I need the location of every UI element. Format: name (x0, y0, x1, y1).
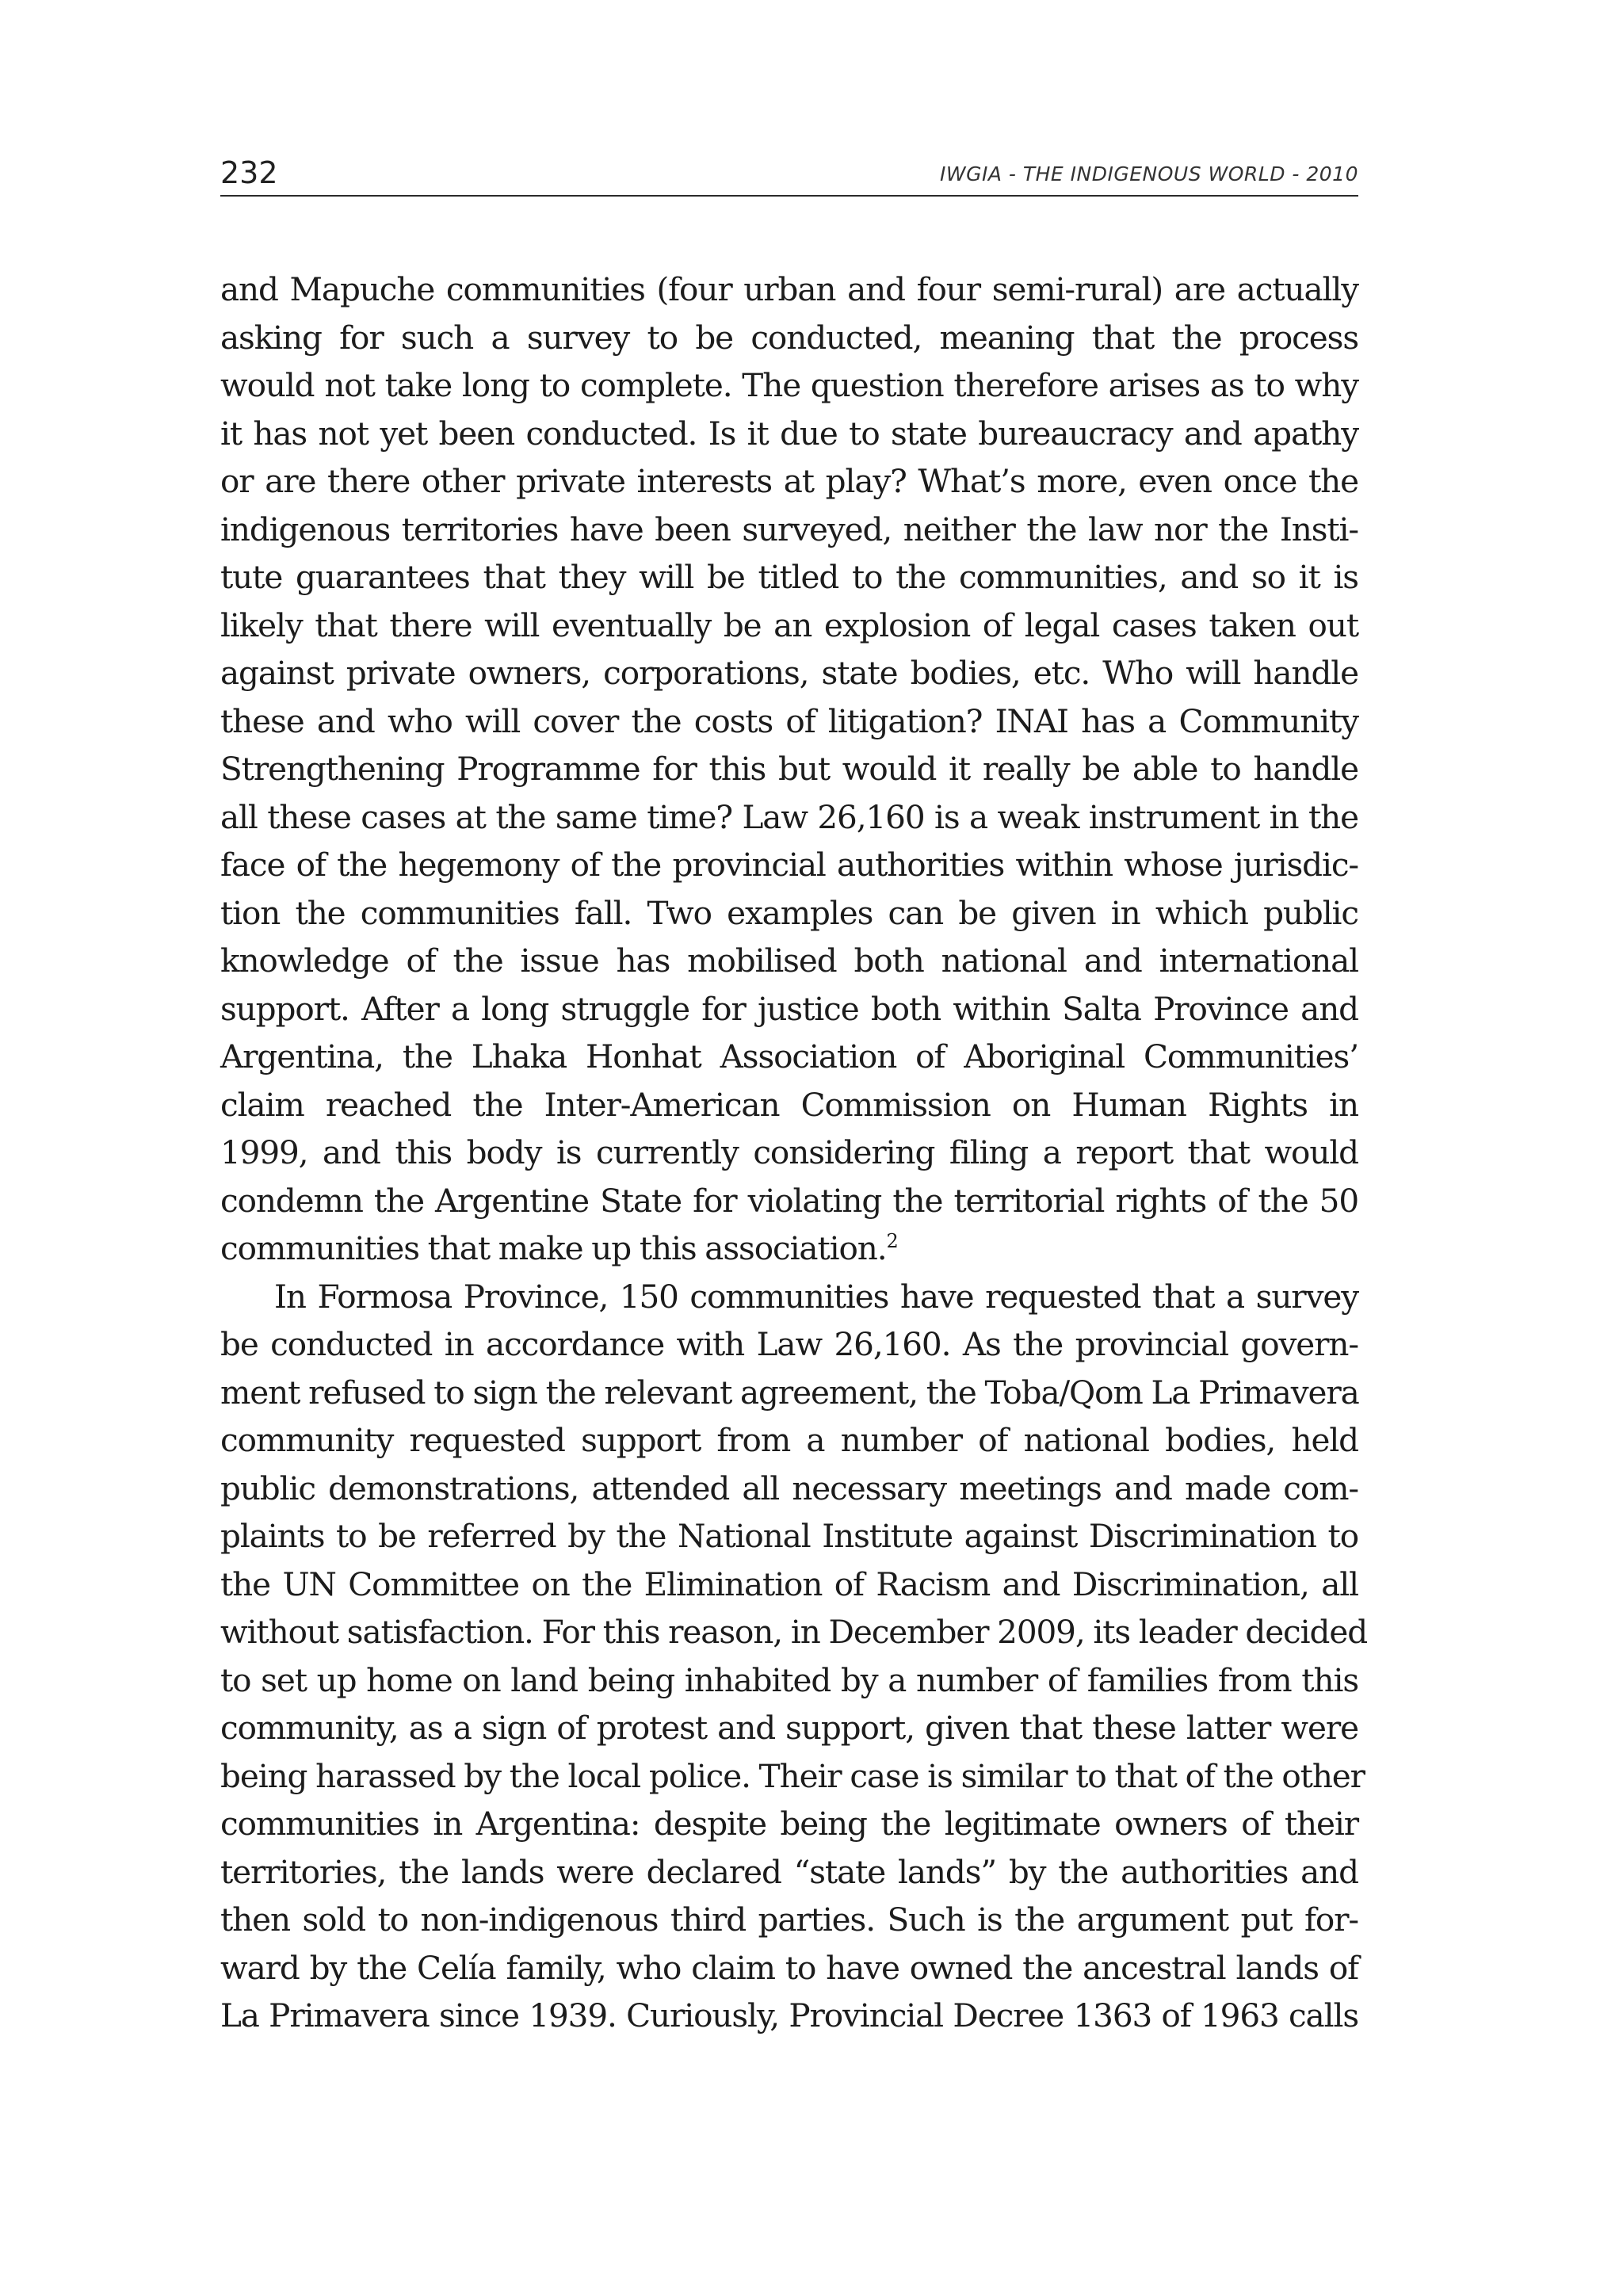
paragraph-1-line: would not take long to complete. The question therefore arises as to why (220, 366, 1358, 404)
paragraph-1-line: tute guarantees that they will be titled to the communities, and so it is (220, 558, 1358, 596)
paragraph-1-line: all these cases at the same time? Law 26,160 is a weak instrument in the (220, 797, 1358, 836)
paragraph-2-line: communities in Argentina: despite being the legitimate owners of their (220, 1805, 1358, 1843)
paragraph-2-line: public demonstrations, attended all necessary meetings and made com- (220, 1469, 1358, 1507)
paragraph-1-line: indigenous territories have been surveyed, neither the law nor the Insti- (220, 510, 1358, 548)
paragraph-1-line: Strengthening Programme for this but would it really be able to handle (220, 750, 1358, 788)
paragraph-1-line: condemn the Argentine State for violating the territorial rights of the 50 (220, 1181, 1358, 1220)
footnote-reference: 2 (886, 1230, 899, 1252)
paragraph-1-line: claim reached the Inter-American Commission on Human Rights in (220, 1085, 1358, 1124)
paragraph-1-line: against private owners, corporations, state bodies, etc. Who will handle (220, 654, 1358, 692)
paragraph-2-line: In Formosa Province, 150 communities have requested that a survey (274, 1277, 1358, 1316)
paragraph-1-line: support. After a long struggle for justice both within Salta Province and (220, 989, 1358, 1028)
paragraph-1-last-line (220, 1224, 1358, 1273)
paragraph-2-line: La Primavera since 1939. Curiously, Provincial Decree 1363 of 1963 calls (220, 1996, 1358, 2034)
paragraph-2-line: then sold to non-indigenous third parties. Such is the argument put for- (220, 1901, 1358, 1939)
paragraph-1-line: face of the hegemony of the provincial authorities within whose jurisdic- (220, 846, 1358, 884)
paragraph-2-line: ment refused to sign the relevant agreement, the Toba/Qom La Primavera (220, 1373, 1359, 1412)
paragraph-1-line: tion the communities fall. Two examples can be given in which public (220, 893, 1358, 932)
paragraph-1-line: or are there other private interests at play? What’s more, even once the (220, 462, 1358, 500)
page-number: 232 (220, 155, 278, 190)
body-text (220, 266, 1368, 2040)
page-header (220, 155, 1358, 197)
paragraph-1-line: asking for such a survey to be conducted, meaning that the process (220, 318, 1358, 357)
paragraph-1-line: it has not yet been conducted. Is it due to state bureaucracy and apathy (220, 414, 1358, 453)
paragraph-2-line: community requested support from a number of national bodies, held (220, 1421, 1358, 1459)
paragraph-2-line: ward by the Celía family, who claim to have owned the ancestral lands of (220, 1948, 1358, 1987)
paragraph-1-last-line-text: communities that make up this association. (220, 1229, 887, 1267)
paragraph-2-line: without satisfaction. For this reason, in December 2009, its leader decided (220, 1613, 1368, 1651)
paragraph-2-line: the UN Committee on the Elimination of Racism and Discrimination, all (220, 1564, 1358, 1603)
paragraph-1-line: 1999, and this body is currently considering filing a report that would (220, 1133, 1358, 1171)
paragraph-2-line: being harassed by the local police. Their case is similar to that of the other (220, 1756, 1365, 1795)
paragraph-2-line: plaints to be referred by the National Institute against Discrimination to (220, 1517, 1358, 1555)
paragraph-2-line: be conducted in accordance with Law 26,160. As the provincial govern- (220, 1325, 1358, 1363)
paragraph-1-line: likely that there will eventually be an explosion of legal cases taken out (220, 606, 1358, 644)
paragraph-2-line: community, as a sign of protest and support, given that these latter were (220, 1709, 1358, 1747)
paragraph-1-line: Argentina, the Lhaka Honhat Association of Aboriginal Communities’ (220, 1037, 1358, 1075)
running-head: IWGIA - THE INDIGENOUS WORLD - 2010 (939, 162, 1358, 185)
paragraph-1-line: these and who will cover the costs of litigation? INAI has a Community (220, 701, 1358, 740)
paragraph-1-line: knowledge of the issue has mobilised both national and international (220, 942, 1358, 980)
paragraph-1-line: and Mapuche communities (four urban and four semi-rural) are actually (220, 270, 1358, 308)
paragraph-2-line: territories, the lands were declared “state lands” by the authorities and (220, 1852, 1358, 1891)
paragraph-2-line: to set up home on land being inhabited by a number of families from this (220, 1660, 1358, 1699)
